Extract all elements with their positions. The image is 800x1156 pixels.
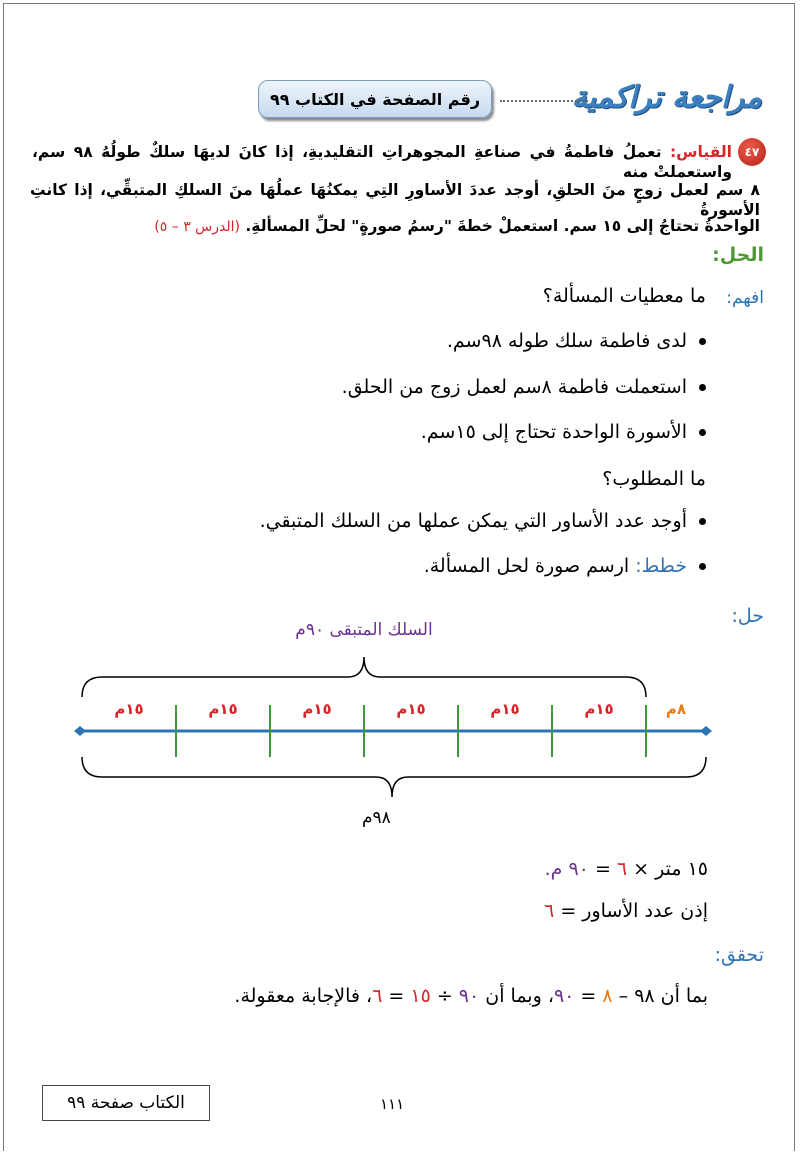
wire-right-end bbox=[700, 726, 712, 736]
top-brace bbox=[82, 657, 646, 697]
page-number: ١١١ bbox=[380, 1095, 405, 1113]
plan-label: خطط: bbox=[635, 555, 687, 577]
check-part: ÷ bbox=[436, 985, 453, 1007]
problem-topic: القياس: bbox=[669, 143, 732, 161]
solve-label: حل: bbox=[731, 605, 764, 627]
bracelet-count-value: ٦ bbox=[544, 900, 555, 922]
segment-label: ١٥م bbox=[302, 700, 332, 718]
segment-label: ١٥م bbox=[114, 700, 144, 718]
page-ref-pill: رقم الصفحة في الكتاب ٩٩ bbox=[258, 80, 492, 118]
understand-label: افهم: bbox=[726, 288, 764, 308]
check-part: ، فالإجابة معقولة. bbox=[234, 985, 373, 1007]
check-value-90: ٩٠ bbox=[553, 985, 575, 1007]
section-title: مراجعة تراكمية bbox=[571, 80, 762, 115]
check-sentence bbox=[234, 985, 708, 1007]
given-text-3: الأسورة الواحدة تحتاج إلى ١٥سم. bbox=[420, 421, 687, 443]
calc-line-2 bbox=[544, 900, 708, 922]
earring-segment-label: ٨م bbox=[665, 700, 687, 718]
segment-label: ١٥م bbox=[208, 700, 238, 718]
understand-question: ما معطيات المسألة؟ bbox=[542, 285, 706, 307]
check-value-15: ١٥ bbox=[410, 985, 431, 1007]
bracelet-count-text: إذن عدد الأساور = bbox=[560, 900, 708, 922]
check-part: ، وبما أن bbox=[485, 985, 554, 1007]
required-question: ما المطلوب؟ bbox=[602, 468, 706, 490]
book-page-box: الكتاب صفحة ٩٩ bbox=[42, 1085, 210, 1121]
calc-left: ١٥ متر × bbox=[633, 858, 708, 880]
check-part: = bbox=[580, 985, 597, 1007]
segment-label: ١٥م bbox=[490, 700, 520, 718]
calc-result: ٩٠ م. bbox=[544, 858, 589, 880]
required-text: أوجد عدد الأساور التي يمكن عملها من السلك المتبقي. bbox=[259, 510, 687, 532]
calc-line-1 bbox=[545, 858, 708, 880]
check-value-90: ٩٠ bbox=[458, 985, 480, 1007]
given-text-1: لدى فاطمة سلك طوله ٩٨سم. bbox=[446, 330, 687, 352]
bottom-brace bbox=[82, 757, 706, 797]
check-part: بما أن ٩٨ – bbox=[618, 985, 708, 1007]
check-label: تحقق: bbox=[714, 944, 764, 966]
check-part: = bbox=[388, 985, 405, 1007]
lesson-ref: (الدرس ٣ – ٥) bbox=[154, 219, 241, 235]
problem-text-3: الواحدةُ تحتاجُ إلى ١٥ سم. استعملْ خطةَ "رسمُ صورةٍ" لحلِّ المسألةِ. bbox=[245, 217, 760, 235]
calc-multiplier: ٦ bbox=[616, 858, 628, 880]
check-value-6: ٦ bbox=[372, 985, 383, 1007]
given-text-2: استعملت فاطمة ٨سم لعمل زوج من الحلق. bbox=[341, 376, 687, 398]
remaining-wire-label: السلك المتبقى ٩٠م bbox=[295, 620, 433, 640]
problem-number-badge: ٤٧ bbox=[738, 138, 766, 166]
calc-equals: = bbox=[594, 858, 611, 880]
plan-text: ارسم صورة لحل المسألة. bbox=[423, 555, 630, 577]
problem-text-1: تعملُ فاطمةُ في صناعةِ المجوهراتِ التقليديةِ، إذا كانَ لديهَا سلكٌ طولُهُ ٩٨ سم، واستعملتْ منه bbox=[32, 143, 732, 181]
segment-label: ١٥م bbox=[396, 700, 426, 718]
solution-heading: الحل: bbox=[712, 244, 764, 266]
segment-label: ١٥م bbox=[584, 700, 614, 718]
wire-left-end bbox=[74, 726, 86, 736]
check-value-8: ٨ bbox=[602, 985, 613, 1007]
problem-line-2: ٨ سم لعمل زوجٍ منَ الحلقِ، أوجد عددَ الأساورِ التِي يمكنُهَا عملُهَا منَ السلكِ المتبقِّي، إذا كانتِ الأسورةُ bbox=[30, 181, 760, 219]
total-wire-label: ٩٨م bbox=[362, 808, 391, 828]
